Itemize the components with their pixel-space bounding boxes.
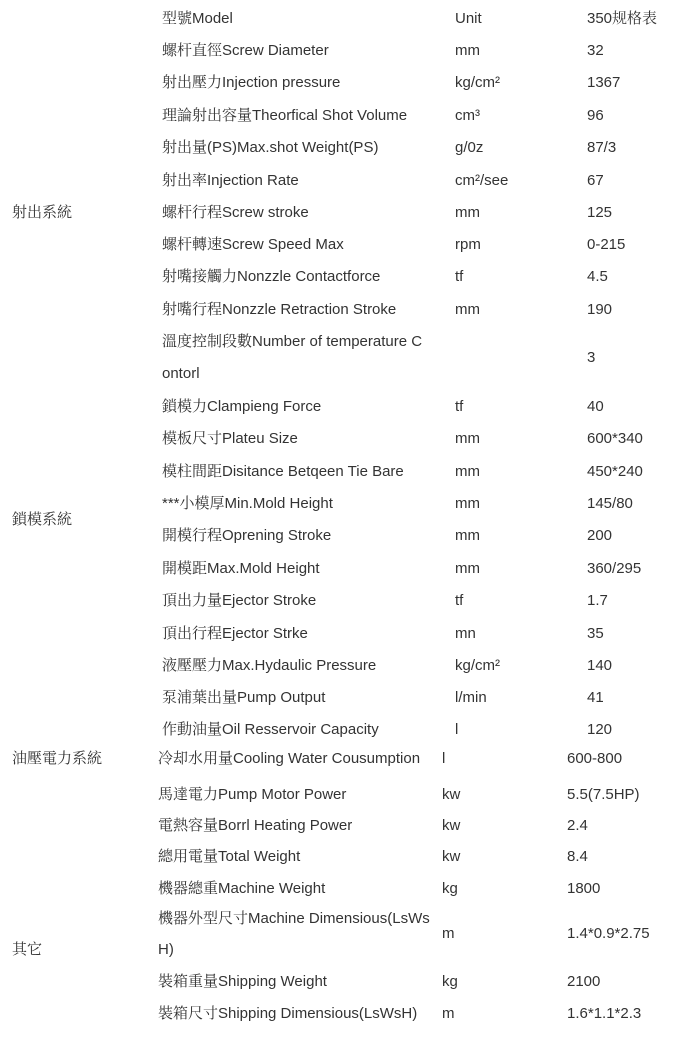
param-name: 模板尺寸Plateu Size xyxy=(162,430,298,447)
param-value: 1.6*1.1*2.3 xyxy=(567,1005,642,1022)
param-value: 2.4 xyxy=(567,817,588,834)
param-value: 3 xyxy=(587,349,596,366)
param-value: 190 xyxy=(587,301,613,318)
param-value: 120 xyxy=(587,721,613,738)
group-label: 鎖模系統 xyxy=(12,511,73,528)
group-label: 油壓電力系統 xyxy=(12,750,103,767)
param-value: 140 xyxy=(587,657,613,674)
param-name: 液壓壓力Max.Hydaulic Pressure xyxy=(162,657,377,674)
param-unit: l xyxy=(455,721,459,738)
param-name: 射嘴接觸力Nonzzle Contactforce xyxy=(162,268,381,285)
param-unit: mm xyxy=(455,495,480,512)
header-value: 350规格表 xyxy=(587,10,658,27)
param-value: 145/80 xyxy=(587,495,633,512)
param-name: 射嘴行程Nonzzle Retraction Stroke xyxy=(162,301,397,318)
group-label: 射出系統 xyxy=(12,204,73,221)
param-unit: tf xyxy=(455,268,464,285)
param-name: 射出量(PS)Max.shot Weight(PS) xyxy=(162,139,379,156)
param-name: 理論射出容量Theorfical Shot Volume xyxy=(162,107,408,124)
param-value: 67 xyxy=(587,172,604,189)
param-name: 泵浦葉出量Pump Output xyxy=(162,689,326,706)
param-value: 360/295 xyxy=(587,560,642,577)
param-name: 螺杆直徑Screw Diameter xyxy=(162,42,329,59)
param-name: 模柱間距Disitance Betqeen Tie Bare xyxy=(162,463,404,480)
param-value: 5.5(7.5HP) xyxy=(567,786,640,803)
param-value: 1800 xyxy=(567,880,601,897)
param-value: 0-215 xyxy=(587,236,626,253)
param-unit: kg/cm² xyxy=(455,74,500,91)
param-value: 200 xyxy=(587,527,613,544)
param-unit: kg xyxy=(442,973,458,990)
param-name: 總用電量Total Weight xyxy=(158,848,301,865)
param-value: 1367 xyxy=(587,74,621,91)
param-unit: mm xyxy=(455,560,480,577)
param-unit: mm xyxy=(455,527,480,544)
param-unit: kw xyxy=(442,848,461,865)
param-name: ***小模厚Min.Mold Height xyxy=(162,495,333,512)
param-name: 開模距Max.Mold Height xyxy=(162,560,320,577)
param-name: 機器總重Machine Weight xyxy=(158,880,326,897)
param-value: 87/3 xyxy=(587,139,617,156)
param-value: 125 xyxy=(587,204,613,221)
param-unit: rpm xyxy=(455,236,481,253)
param-name: 開模行程Oprening Stroke xyxy=(162,527,332,544)
param-value: 32 xyxy=(587,42,604,59)
param-value: 40 xyxy=(587,398,604,415)
param-unit: mm xyxy=(455,301,480,318)
param-unit: l xyxy=(442,750,446,767)
param-value: 2100 xyxy=(567,973,601,990)
param-name: 溫度控制段數Number of temperature C xyxy=(162,333,423,350)
param-name: 電熱容量Borrl Heating Power xyxy=(158,817,353,834)
param-unit: cm²/see xyxy=(455,172,509,189)
param-name: 作動油量Oil Resservoir Capacity xyxy=(162,721,379,738)
param-value: 41 xyxy=(587,689,604,706)
param-unit: kw xyxy=(442,786,461,803)
param-unit: tf xyxy=(455,398,464,415)
param-value: 96 xyxy=(587,107,604,124)
param-name: 馬達電力Pump Motor Power xyxy=(158,786,347,803)
param-unit: mn xyxy=(455,625,476,642)
param-name: 射出率Injection Rate xyxy=(162,172,299,189)
param-value: 600-800 xyxy=(567,750,623,767)
param-name-continued: H) xyxy=(158,941,174,958)
param-unit: l/min xyxy=(455,689,487,706)
param-unit: tf xyxy=(455,592,464,609)
param-name: 裝箱尺寸Shipping Dimensious(LsWsH) xyxy=(158,1005,418,1022)
param-name: 鎖模力Clampieng Force xyxy=(162,398,322,415)
param-name: 螺杆行程Screw stroke xyxy=(162,204,309,221)
param-unit: mm xyxy=(455,42,480,59)
param-value: 1.4*0.9*2.75 xyxy=(567,925,650,942)
param-name: 冷却水用量Cooling Water Cousumption xyxy=(158,750,421,767)
param-unit: m xyxy=(442,1005,455,1022)
param-unit: m xyxy=(442,925,455,942)
param-value: 4.5 xyxy=(587,268,608,285)
param-value: 450*240 xyxy=(587,463,643,480)
param-value: 1.7 xyxy=(587,592,608,609)
param-unit: g/0z xyxy=(455,139,484,156)
param-name: 頂出力量Ejector Stroke xyxy=(162,592,317,609)
group-label: 其它 xyxy=(12,941,43,958)
param-name-continued: ontorl xyxy=(162,365,200,382)
param-unit: kg xyxy=(442,880,458,897)
param-name: 射出壓力Injection pressure xyxy=(162,74,341,91)
param-unit: mm xyxy=(455,430,480,447)
header-unit: Unit xyxy=(455,10,482,27)
param-value: 35 xyxy=(587,625,604,642)
param-unit: kw xyxy=(442,817,461,834)
param-unit: kg/cm² xyxy=(455,657,500,674)
param-unit: mm xyxy=(455,204,480,221)
header-name: 型號Model xyxy=(162,10,233,27)
param-unit: mm xyxy=(455,463,480,480)
param-value: 8.4 xyxy=(567,848,588,865)
param-value: 600*340 xyxy=(587,430,643,447)
param-name: 機器外型尺寸Machine Dimensious(LsWs xyxy=(158,910,430,927)
param-name: 裝箱重量Shipping Weight xyxy=(158,973,327,990)
param-name: 頂出行程Ejector Strke xyxy=(162,625,308,642)
param-unit: cm³ xyxy=(455,107,480,124)
param-name: 螺杆轉速Screw Speed Max xyxy=(162,236,344,253)
